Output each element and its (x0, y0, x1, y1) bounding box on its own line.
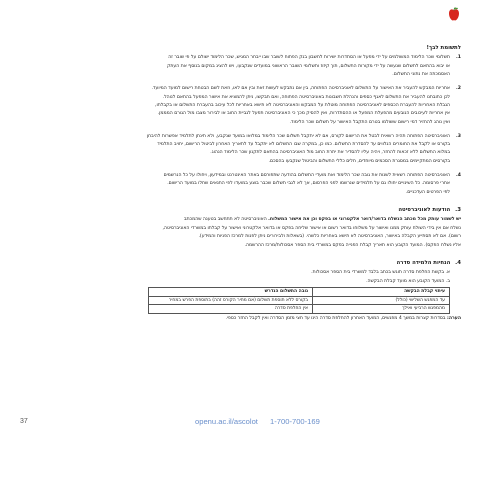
paragraph-line: אחרי פרסומה. כל השינויים יחולו גם על תלמידים שנרשמו לפני הפרסום, אך לא לגבי תשלום שכבר בוצע במועדו לפי התנאים שחלו במועד הרישום. (167, 181, 450, 187)
paragraph-line: אין אחריות לעיכובים הנובעים מהפעלת המפעל או ההסתדרות, ואין להסיק מכך כי האוניברסיטה תפעל לגביית החוב או לבירור מצבו מול הגורם המממן. (157, 111, 450, 117)
table-row (149, 296, 450, 305)
apple-icon (448, 7, 460, 21)
declaration-line: רשום). אם לא תסתייע הקבלה באישור, האוניברסיטה לא תישא באחריות כלשהי. (בשאלות ולבירורים ניתן לפנות למרכז הפניות והמידע). (198, 234, 461, 240)
fees-table (148, 287, 450, 314)
footer-links (195, 417, 330, 426)
paragraph-line: האסמכתה את נתוני התשלום. (392, 72, 450, 78)
paragraph-line: ואין נוהג להחזיר דמי רישום ששולמו בטרם התקבל האישור על תשלום שכר הלימוד. (289, 119, 450, 125)
program-note (20, 315, 461, 323)
paragraph-line: לפי הפרטים העדכניים. (405, 189, 450, 195)
paragraph-line: במלוא התשלום ללא זכאות להחזר, ויהיה עליו להסדיר את יתרת החוב מול האוניברסיטה בהתאם לתקנון שכר הלימוד הנהוג. (210, 150, 450, 156)
declaration-line-rest: האוניברסיטה לא תתחשב בטענה שהמכתב (183, 217, 267, 223)
program-number: 4. (455, 260, 461, 267)
declaration-bold-line: יש לשמור עותק מכל מכתב הנשלח בדואר/דואר אלקטרוני או בפקס וכן את אישור המשלוח. (268, 217, 461, 223)
declaration-number: 3. (455, 207, 461, 213)
paragraph-number: 4. (456, 172, 461, 178)
paragraph-line: בקורס או לקבל את החומרים הנלווים עד להסדרת התשלום. כמו כן, במקרה שבו התשלום לא יתקבל עד לתאריך האחרון לביטול הרישום, יחויב התלמיד (157, 142, 450, 148)
paragraph-number: 3. (456, 133, 461, 139)
footer (20, 418, 460, 430)
intro-title: לתשומת לבך! (426, 45, 461, 51)
note-label: הערה: (447, 316, 461, 322)
declaration-line: אליו נשלח הפקס). המועד הקובע הוא תאריך קבלת הפנייה בפקס במשרדי בית הספר אסכולות/מרכז ההרשמה. (244, 242, 461, 248)
paragraph-line: לכן כתובתנו להעביר את התשלום לאגף כספים והנהלת חשבונות באוניברסיטה הפתוחה, ואם תבקשו, ניתן להמציא את אישור המפעל בהתאם לנוהל. (162, 94, 450, 100)
paragraph-line: בקורסים המתקיימים במסגרת הסכמים מיוחדים, חלים כללי התשלום והביטול שנקבעו בהסכם. (268, 158, 450, 164)
intro-paragraph (20, 85, 461, 127)
table-row (149, 305, 450, 314)
declaration-body (20, 216, 461, 250)
paragraph-line: אחריות המבקש להעביר את האישור על התשלום לאוניברסיטה הפתוחה, בין אם נתבקש לעשות זאת ובין אם לאו, וזאת לשם הבטחת רישום למועד המיועד. (151, 86, 450, 92)
declaration-title (20, 206, 461, 214)
program-title (20, 259, 461, 267)
page-number: 37 (20, 418, 28, 425)
fees-table-header: עיתוי קבלת הבקשה (313, 288, 450, 297)
table-cell: בקורס ללא תוספת תשלום (אם מחיר הקורס זהה) בתוספת הפרש במחיר (149, 296, 313, 305)
paragraph-line: האוניברסיטה הפתוחה רשאית לשנות את גובה שכר הלימוד ואת מועדי התשלום בהודעה שתפורסם באתר האינטרנט ובמידעון, ויחולו על כל הנרשמים (163, 172, 450, 178)
paragraph-line: הגבלת האחריות להעברת הכספים לאוניברסיטה הפתוחה מוטלת על המבקש והאוניברסיטה לא תישא באחריות לכל עיכוב בהעברת התשלום או בקבלתו, (155, 102, 450, 108)
paragraph-number: 2. (456, 86, 461, 92)
intro-list (20, 54, 461, 197)
intro-paragraph (20, 133, 461, 167)
phone-number[interactable]: 1-700-700-169 (270, 417, 320, 426)
program-item: א. בקשת החלפת סדרה תוגש בכתב בלבד למשרדי בית הספר אסכולות. (311, 270, 450, 276)
paragraph-line: או יבוא בהתאם לתשלום שנעשה על ידי מקורות התשלום, תוך קיזוז ותשלומי השובר הראשוני במועדים שנקבעו, ויש להציג במקום בנוסף את העתק (167, 63, 450, 69)
program-heading: הנחיות הלמידה סדרה (396, 260, 451, 267)
paragraph-number: 1. (456, 55, 461, 61)
declaration-line: נשלח אם אין בידי השולח עותק ממנו ואישור על משלוחו בדואר רשום או אישור שליחה בפקס או בדואר אלקטרוני ואישור על קבלתו במשרדי האוניברסיטה, (162, 225, 461, 231)
paragraph-line: תשלומי שכר הלימוד המשולמים על ידי מפעל או הסתדרות ישירות לחשבון בנק הפתוח לשובר שבו ייבחר המגיש, שכר הלימוד ישולם על פי שובר זה (168, 55, 450, 61)
program-item: ב. המועד הקובע הוא מועד קבלת הבקשה. (366, 278, 450, 284)
table-cell: מהמפגש הרביעי ואילך (313, 305, 450, 314)
fees-table-header-row (149, 288, 450, 297)
content (20, 44, 461, 328)
fees-table-header: גובה התשלום הנדרש (149, 288, 313, 297)
declaration-heading: הודעות לאוניברסיטה (398, 207, 451, 213)
intro-paragraph (20, 172, 461, 197)
paragraph-line: האוניברסיטה הפתוחה תהיה רשאית לבטל את הרישום לקורס, אם לא יתקבל תשלום שכר הלימוד במלואו במועד שנקבע, ולא תינתן לתלמיד אפשרות להיבחן (146, 133, 450, 139)
website-link[interactable]: openu.ac.il/ascolot (195, 417, 258, 426)
note-text: בסדרות קצרות במשך 4 מפגשים, המועד האחרון להחלפת סדרה הינו עד חצי מזמן הסדרה ואין לקבל החזר כספי. (225, 316, 446, 322)
table-cell: אין החלפת סדרה (149, 305, 313, 314)
intro-paragraph (20, 54, 461, 79)
program-items (20, 269, 461, 286)
table-cell: עד המפגש השלישי (כולל) (313, 296, 450, 305)
